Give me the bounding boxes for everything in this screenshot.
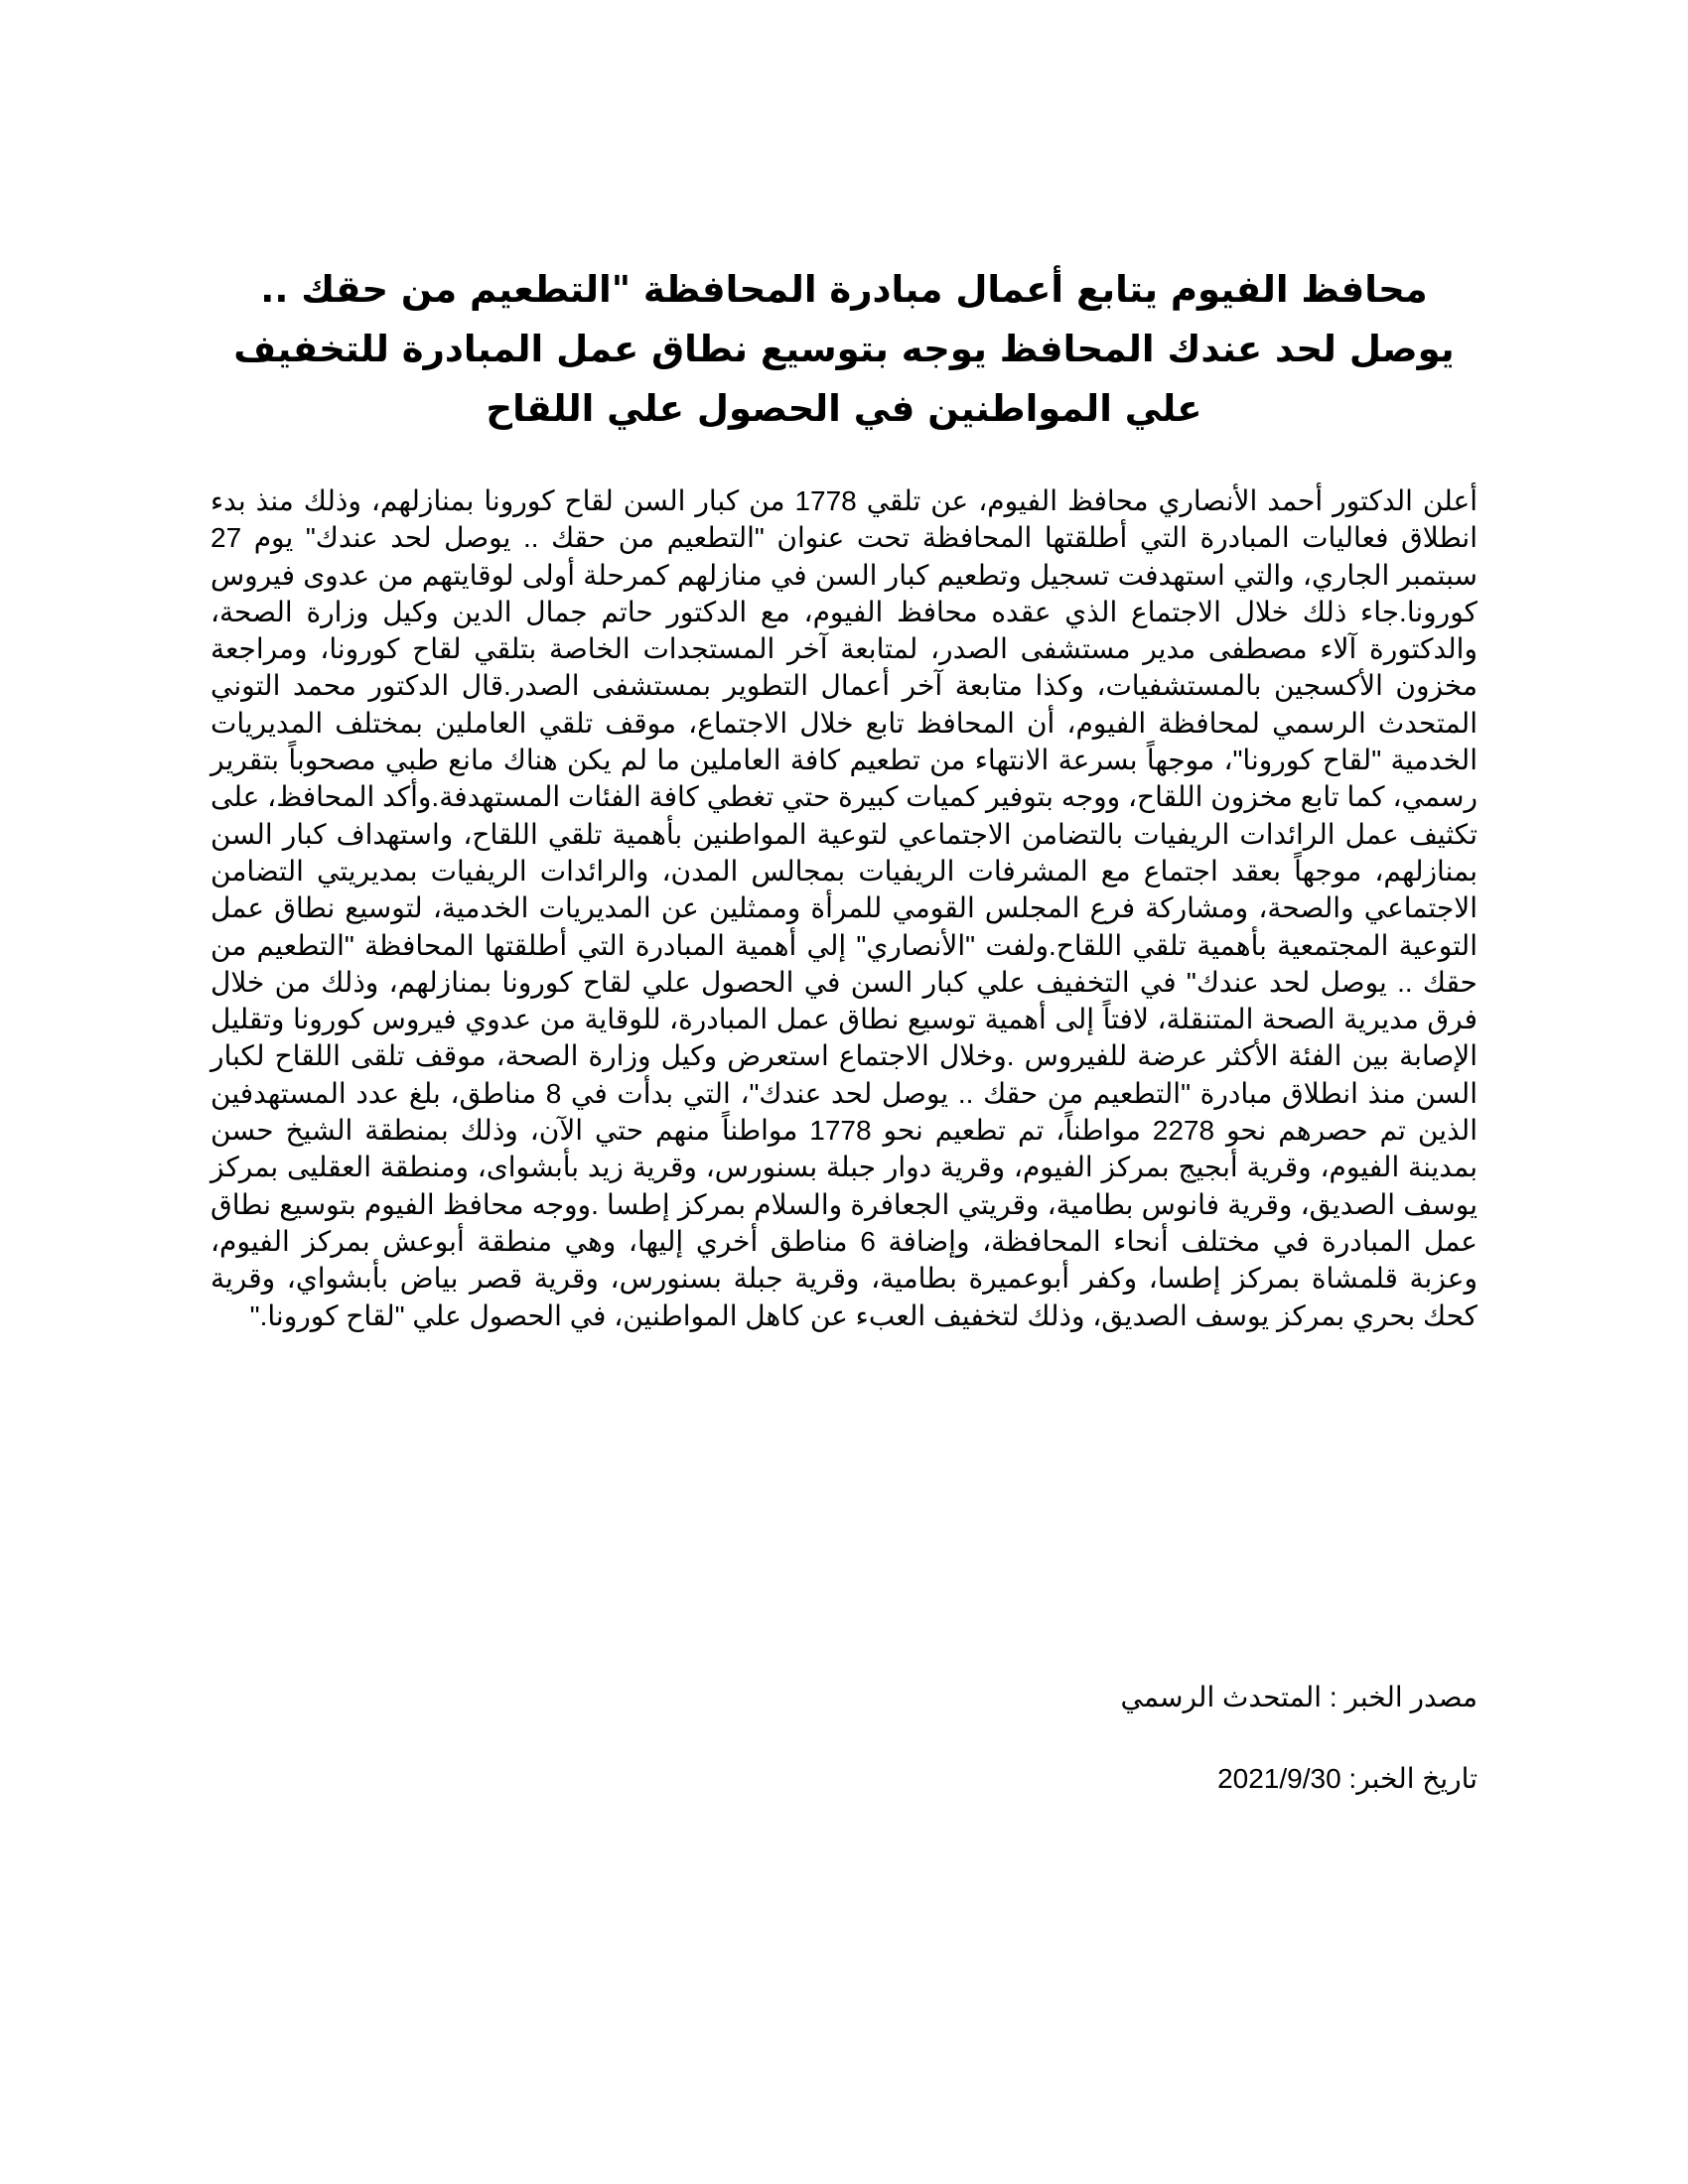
news-date-line: تاريخ الخبر: 2021/9/30: [1217, 1763, 1477, 1794]
article-title: محافظ الفيوم يتابع أعمال مبادرة المحافظة "التطعيم من حقك .. يوصل لحد عندك المحافظ يوجه بتوسيع نطاق عمل المبادرة للتخفيف علي المواطنين في الحصول علي اللقاح: [233, 268, 1455, 430]
news-source-line: مصدر الخبر : المتحدث الرسمي: [1120, 1682, 1477, 1712]
article-body: أعلن الدكتور أحمد الأنصاري محافظ الفيوم، عن تلقي 1778 من كبار السن لقاح كورونا بمنازلهم، وذلك منذ بدء انطلاق فعاليات المبادرة التي أطلقتها المحافظة تحت عنوان "التطعيم من حقك .. يوصل لحد عندك" يوم 27 سبتمبر الجاري، والتي استهدفت تسجيل وتطعيم كبار السن في منازلهم كمرحلة أولى لوقايتهم من عدوى فيروس كورونا.جاء ذلك خلال الاجتماع الذي عقده محافظ الفيوم، مع الدكتور حاتم جمال الدين وكيل وزارة الصحة، والدكتورة آلاء مصطفى مدير مستشفى الصدر، لمتابعة آخر المستجدات الخاصة بتلقي لقاح كورونا، ومراجعة مخزون الأكسجين بالمستشفيات، وكذا متابعة آخر أعمال التطوير بمستشفى الصدر.قال الدكتور محمد التوني المتحدث الرسمي لمحافظة الفيوم، أن المحافظ تابع خلال الاجتماع، موقف تلقي العاملين بمختلف المديريات الخدمية "لقاح كورونا"، موجهاً بسرعة الانتهاء من تطعيم كافة العاملين ما لم يكن هناك مانع طبي مصحوباً بتقرير رسمي، كما تابع مخزون اللقاح، ووجه بتوفير كميات كبيرة حتي تغطي كافة الفئات المستهدفة.وأكد المحافظ، على تكثيف عمل الرائدات الريفيات بالتضامن الاجتماعي لتوعية المواطنين بأهمية تلقي اللقاح، واستهداف كبار السن بمنازلهم، موجهاً بعقد اجتماع مع المشرفات الريفيات بمجالس المدن، والرائدات الريفيات بمديريتي التضامن الاجتماعي والصحة، ومشاركة فرع المجلس القومي للمرأة وممثلين عن المديريات الخدمية، لتوسيع نطاق عمل التوعية المجتمعية بأهمية تلقي اللقاح.ولفت "الأنصاري" إلي أهمية المبادرة التي أطلقتها المحافظة "التطعيم من حقك .. يوصل لحد عندك" في التخفيف علي كبار السن في الحصول علي لقاح كورونا بمنازلهم، وذلك من خلال فرق مديرية الصحة المتنقلة، لافتاً إلى أهمية توسيع نطاق عمل المبادرة، للوقاية من عدوي فيروس كورونا وتقليل الإصابة بين الفئة الأكثر عرضة للفيروس .وخلال الاجتماع استعرض وكيل وزارة الصحة، موقف تلقى اللقاح لكبار السن منذ انطلاق مبادرة "التطعيم من حقك .. يوصل لحد عندك"، التي بدأت في 8 مناطق، بلغ عدد المستهدفين الذين تم حصرهم نحو 2278 مواطناً، تم تطعيم نحو 1778 مواطناً منهم حتي الآن، وذلك بمنطقة الشيخ حسن بمدينة الفيوم، وقرية أبجيج بمركز الفيوم، وقرية دوار جبلة بسنورس، وقرية زيد بأبشواى، ومنطقة العقليى بمركز يوسف الصديق، وقرية فانوس بطامية، وقريتي الجعافرة والسلام بمركز إطسا .ووجه محافظ الفيوم بتوسيع نطاق عمل المبادرة في مختلف أنحاء المحافظة، وإضافة 6 مناطق أخري إليها، وهي منطقة أبوعش بمركز الفيوم، وعزبة قلمشاة بمركز إطسا، وكفر أبوعميرة بطامية، وقرية جبلة بسنورس، وقرية قصر بياض بأبشواي، وقرية كحك بحري بمركز يوسف الصديق، وذلك لتخفيف العبء عن كاهل المواطنين، في الحصول علي "لقاح كورونا.": [211, 485, 1478, 1331]
